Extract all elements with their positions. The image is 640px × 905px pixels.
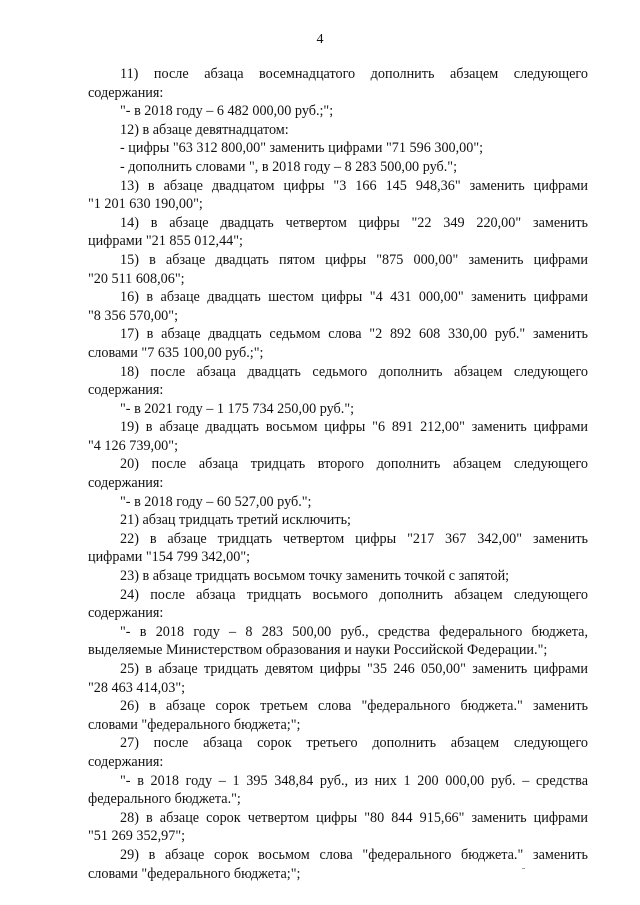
line-11c: "- в 2018 году – 6 482 000,00 руб.;";	[120, 103, 334, 120]
line-27b: содержания:	[88, 753, 164, 770]
line-14b: цифрами "21 855 012,44";	[88, 233, 243, 250]
line-27c: "- в 2018 году – 1 395 348,84 руб., из них 1 200 000,00 руб. – средства	[120, 772, 588, 789]
line-24b: содержания:	[88, 605, 164, 622]
line-28b: "51 269 352,97";	[88, 828, 186, 845]
line-27d: федерального бюджета.";	[88, 791, 241, 808]
line-12a: 12) в абзаце девятнадцатом:	[120, 121, 289, 138]
line-24d: выделяемые Министерством образования и науки Российской Федерации.";	[88, 642, 548, 659]
line-19a: 19) в абзаце двадцать восьмом цифры "6 891 212,00" заменить цифрами	[120, 419, 588, 436]
line-12b: - цифры "63 312 800,00" заменить цифрами "71 596 300,00";	[120, 140, 484, 157]
line-24a: 24) после абзаца тридцать восьмого дополнить абзацем следующего	[120, 586, 588, 603]
line-25a: 25) в абзаце тридцать девятом цифры "35 246 050,00" заменить цифрами	[120, 661, 588, 677]
amendments-list	[88, 65, 588, 883]
line-19b: "4 126 739,00";	[88, 437, 179, 454]
line-18b: содержания:	[88, 382, 164, 399]
line-29a: 29) в абзаце сорок восьмом слова "федерального бюджета." заменить	[120, 846, 588, 863]
line-18a: 18) после абзаца двадцать седьмого дополнить абзацем следующего	[120, 363, 588, 380]
line-28a: 28) в абзаце сорок четвертом цифры "80 844 915,66" заменить цифрами	[120, 809, 588, 826]
line-17b: словами "7 635 100,00 руб.;";	[88, 344, 264, 361]
line-18c: "- в 2021 году – 1 175 734 250,00 руб.";	[120, 400, 355, 417]
line-21: 21) абзац тридцать третий исключить;	[120, 512, 351, 529]
line-22b: цифрами "154 799 342,00";	[88, 549, 251, 566]
line-26b: словами "федерального бюджета;";	[88, 716, 301, 733]
line-11b: содержания:	[88, 84, 164, 101]
line-22a: 22) в абзаце тридцать четвертом цифры "217 367 342,00" заменить	[120, 530, 588, 547]
line-14a: 14) в абзаце двадцать четвертом цифры "22 349 220,00" заменить	[120, 214, 588, 231]
page-number: 4	[316, 32, 324, 47]
line-17a: 17) в абзаце двадцать седьмом слова "2 892 608 330,00 руб." заменить	[120, 326, 588, 343]
line-12c: - дополнить словами ", в 2018 году – 8 283 500,00 руб.";	[120, 158, 458, 175]
line-11a: 11) после абзаца восемнадцатого дополнить абзацем следующего	[120, 66, 588, 82]
line-29b: словами "федерального бюджета;";	[88, 865, 301, 882]
line-27a: 27) после абзаца сорок третьего дополнить абзацем следующего	[120, 735, 588, 752]
line-13b: "1 201 630 190,00";	[88, 196, 203, 213]
line-20b: содержания:	[88, 475, 164, 492]
scan-artifact	[522, 868, 525, 869]
line-15b: "20 511 608,06";	[88, 270, 185, 287]
line-26a: 26) в абзаце сорок третьем слова "федерального бюджета." заменить	[120, 698, 588, 715]
line-20a: 20) после абзаца тридцать второго дополнить абзацем следующего	[120, 456, 588, 473]
line-25b: "28 463 414,03";	[88, 679, 186, 696]
line-20c: "- в 2018 году – 60 527,00 руб.";	[120, 493, 312, 510]
line-24c: "- в 2018 году – 8 283 500,00 руб., средства федерального бюджета,	[120, 623, 588, 640]
line-16a: 16) в абзаце двадцать шестом цифры "4 431 000,00" заменить цифрами	[120, 289, 588, 306]
line-16b: "8 356 570,00";	[88, 307, 179, 324]
line-23: 23) в абзаце тридцать восьмом точку заменить точкой с запятой;	[120, 568, 510, 585]
line-13a: 13) в абзаце двадцатом цифры "3 166 145 948,36" заменить цифрами	[120, 177, 588, 194]
line-15a: 15) в абзаце двадцать пятом цифры "875 000,00" заменить цифрами	[120, 251, 588, 268]
